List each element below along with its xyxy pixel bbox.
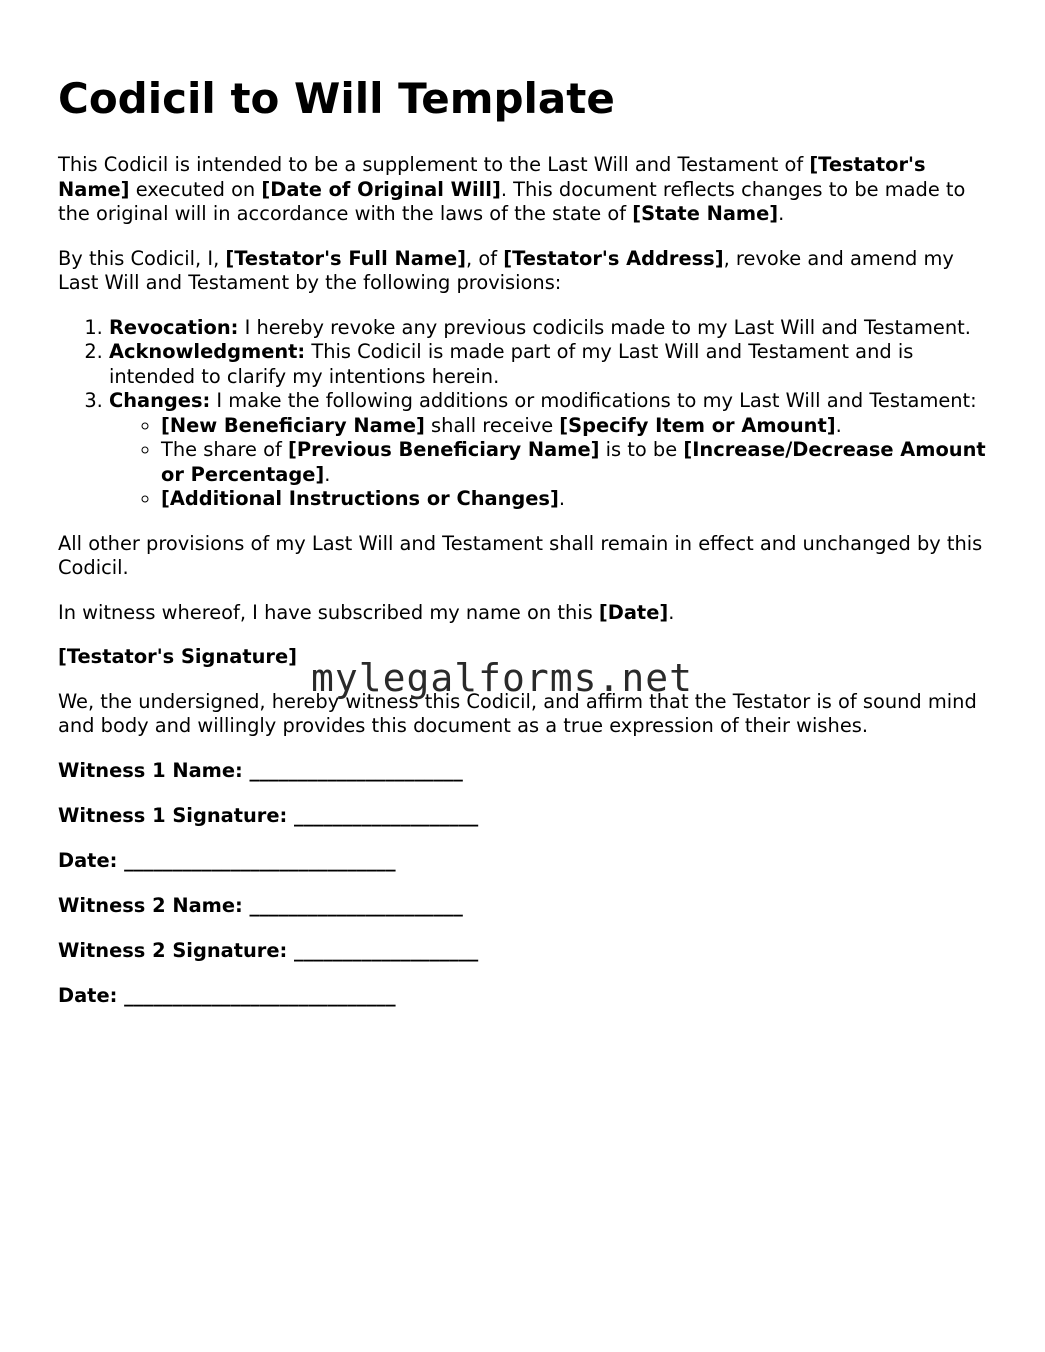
previous-beneficiary-placeholder: [Previous Beneficiary Name] [288,438,600,461]
declaration-text-2: , of [466,246,504,270]
intro-text-2: executed on [129,177,262,201]
change-text: is to be [599,438,684,461]
witness2-date-line: Date: ____________________________ [58,983,396,1007]
provision-label: Acknowledgment: [109,340,306,363]
page-title: Codicil to Will Template [58,74,615,123]
testator-signature-label: [Testator's Signature] [58,645,297,668]
witness-statement: We, the undersigned, hereby witness this Codicil, and affirm that the Testator is of sound mind and body and willingly provides this document as a true expression of their wishes. [58,689,977,737]
provision-label: Revocation: [109,315,239,339]
provision-text: I hereby revoke any previous codicils made to my Last Will and Testament. [238,315,971,339]
document-page [58,72,998,1029]
date-placeholder: [Date] [598,600,669,624]
declaration-paragraph [58,247,998,296]
testator-full-name-placeholder: [Testator's Full Name] [225,246,467,270]
change-item [161,438,998,487]
testator-address-placeholder: [Testator's Address] [503,246,724,270]
increase-decrease-placeholder: [Increase/Decrease Amount or Percentage] [161,438,986,486]
original-will-date-placeholder: [Date of Original Will] [261,177,501,201]
witness2-name-line: Witness 2 Name: ______________________ [58,893,463,917]
provision-text: I make the following additions or modifications to my Last Will and Testament: [210,389,977,412]
remain-paragraph: All other provisions of my Last Will and Testament shall remain in effect and unchanged by this Codicil. [58,531,983,579]
change-text: . [558,487,565,510]
new-beneficiary-placeholder: [New Beneficiary Name] [161,413,425,437]
change-text: . [324,462,331,486]
provision-acknowledgment [109,340,998,389]
witness1-date-line: Date: ____________________________ [58,848,396,872]
change-text: The share of [161,438,288,461]
intro-text-4: . [778,202,785,225]
provision-label: Changes: [109,389,211,412]
watermark: mylegalforms.net [311,656,694,700]
testator-name-placeholder: [Testator's Name] [58,153,926,201]
witness-whereof-text-2: . [668,600,675,624]
witness-whereof-text-1: In witness whereof, I have subscribed my name on this [58,600,599,624]
changes-list [109,414,998,512]
change-item [161,414,998,439]
provision-changes [109,389,998,512]
intro-text-3: . This document reflects changes to be made to the original will in accordance with the laws of the state of [58,177,966,225]
provision-revocation [109,316,998,341]
change-text: . [835,413,842,437]
witness-whereof-paragraph [58,601,998,626]
provision-text: This Codicil is made part of my Last Will and Testament and is intended to clarify my intentions herein. [109,340,914,388]
declaration-text-1: By this Codicil, I, [58,246,226,270]
state-name-placeholder: [State Name] [632,202,779,225]
witness1-signature-line: Witness 1 Signature: ___________________ [58,803,479,827]
witness2-signature-line: Witness 2 Signature: ___________________ [58,938,479,962]
provisions-list [58,316,998,512]
intro-text-1: This Codicil is intended to be a supplement to the Last Will and Testament of [58,153,810,176]
item-amount-placeholder: [Specify Item or Amount] [559,413,836,437]
change-text: shall receive [424,413,560,437]
intro-paragraph [58,153,998,227]
additional-instructions-placeholder: [Additional Instructions or Changes] [161,487,559,510]
witness1-name-line: Witness 1 Name: ______________________ [58,758,463,782]
change-item [161,487,998,512]
declaration-text-3: , revoke and amend my Last Will and Testament by the following provisions: [58,246,954,294]
